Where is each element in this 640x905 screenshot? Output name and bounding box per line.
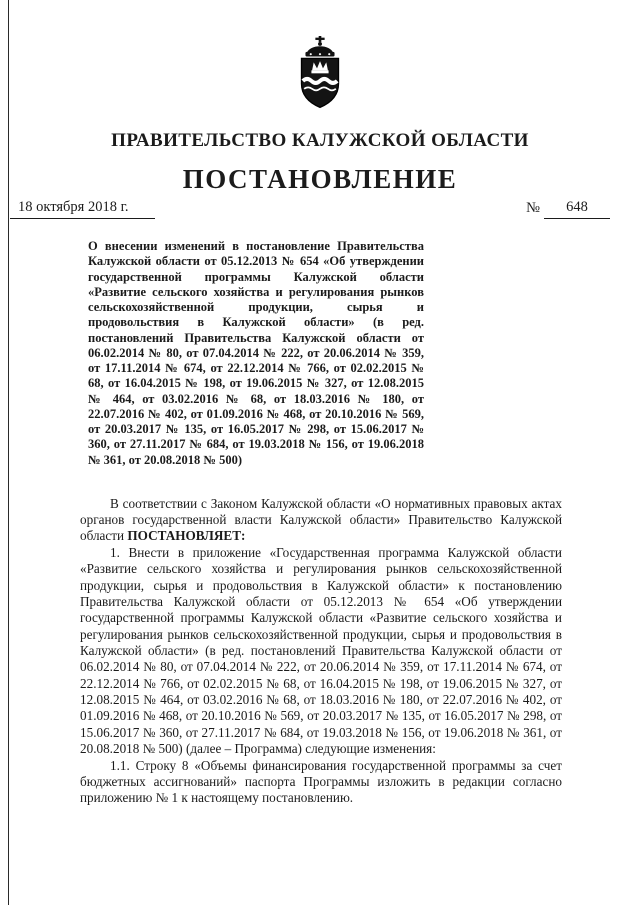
page-border-line	[8, 0, 9, 905]
resolves-word: ПОСТАНОВЛЯЕТ:	[127, 528, 246, 544]
kaluga-coat-of-arms-icon	[286, 36, 354, 110]
doc-number	[526, 199, 610, 219]
number-value: 648	[544, 199, 610, 219]
preamble-text: В соответствии с Законом Калужской области «О нормативных правовых актах органов государственной власти Калужской области» Правительство Калужской области	[80, 495, 562, 544]
item-1-1-paragraph: 1.1. Строку 8 «Объемы финансирования государственной программы за счет бюджетных ассигнований» паспорта Программы изложить в редакции согласно приложению № 1 к настоящему постановлению.	[80, 757, 562, 806]
number-sign: №	[526, 200, 540, 216]
item-1-paragraph: 1. Внести в приложение «Государственная программа Калужской области «Развитие сельского хозяйства и регулирования рынков сельскохозяйственной продукции, сырья и продовольствия в Калужской области» к постановлению Правительства Калужской области от 05.12.2013 № 654 «Об утверждении государственной программы Калужской области «Развитие сельского хозяйства и регулирования рынков сельскохозяйственной продукции, сырья и продовольствия в Калужской области» (в ред. постановлений Правительства Калужской области от 06.02.2014 № 80, от 07.04.2014 № 222, от 20.06.2014 № 359, от 17.11.2014 № 674, от 22.12.2014 № 766, от 02.02.2015 № 68, от 16.04.2015 № 198, от 19.06.2015 № 327, от 12.08.2015 № 464, от 03.02.2016 № 68, от 18.03.2016 № 180, от 22.07.2016 № 402, от 01.09.2016 № 468, от 20.10.2016 № 569, от 20.03.2017 № 135, от 16.05.2017 № 298, от 15.06.2017 № 360, от 27.11.2017 № 684, от 19.03.2018 № 156, от 19.06.2018 № 361, от 20.08.2018 № 500) (далее – Программа) следующие изменения:	[80, 544, 562, 757]
date-number-row	[0, 199, 640, 219]
preamble-paragraph	[80, 496, 562, 545]
org-title: ПРАВИТЕЛЬСТВО КАЛУЖСКОЙ ОБЛАСТИ	[111, 130, 529, 151]
subject-paragraph: О внесении изменений в постановление Правительства Калужской области от 05.12.2013 № 654 «Об утверждении государственной программы Калужской области «Развитие сельского хозяйства и регулирования рынков сельскохозяйственной продукции, сырья и продовольствия в Калужской области» (в ред. постановлений Правительства Калужской области от 06.02.2014 № 80, от 07.04.2014 № 222, от 20.06.2014 № 359, от 17.11.2014 № 674, от 22.12.2014 № 766, от 02.02.2015 № 68, от 16.04.2015 № 198, от 19.06.2015 № 327, от 12.08.2015 № 464, от 03.02.2016 № 68, от 18.03.2016 № 180, от 22.07.2016 № 402, от 01.09.2016 № 468, от 20.10.2016 № 569, от 20.03.2017 № 135, от 16.05.2017 № 298, от 15.06.2017 № 360, от 27.11.2017 № 684, от 19.03.2018 № 156, от 19.06.2018 № 361, от 20.08.2018 № 500)	[88, 239, 424, 467]
doc-type-title: ПОСТАНОВЛЕНИЕ	[182, 164, 458, 194]
doc-date: 18 октября 2018 г.	[10, 199, 155, 219]
